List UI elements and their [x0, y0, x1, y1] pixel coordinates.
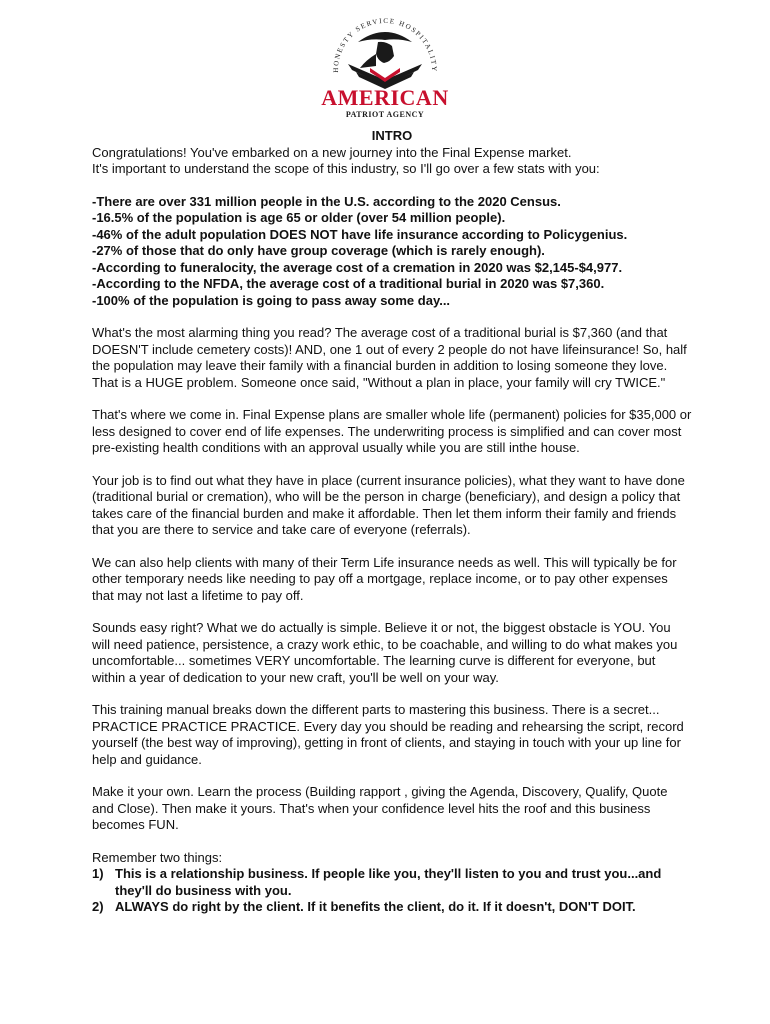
remember-item	[92, 899, 692, 916]
intro-line: It's important to understand the scope of this industry, so I'll go over a few stats with you:	[92, 161, 600, 176]
remember-item-text: This is a relationship business. If people like you, they'll listen to you and trust you...and they'll do business with you.	[115, 866, 662, 898]
body-paragraph: Your job is to find out what they have in place (current insurance policies), what they want to have done (traditional burial or cremation), who will be the person in charge (beneficiary), and design a policy that takes care of the financial burden and make it affordable. Then let them inform their family and friends that you are there to service and take care of everyone (referrals).	[92, 472, 685, 537]
stat-item: -According to funeralocity, the average cost of a cremation in 2020 was $2,145-$4,977.	[92, 259, 623, 275]
stat-item: -27% of those that do only have group coverage (which is rarely enough).	[92, 243, 545, 258]
document-body	[92, 128, 692, 916]
stat-item: -16.5% of the population is age 65 or older (over 54 million people).	[92, 210, 506, 225]
remember-item-text: ALWAYS do right by the client. If it benefits the client, do it. If it doesn't, DON'T DOIT.	[115, 899, 636, 914]
remember-heading: Remember two things:	[92, 849, 223, 865]
stat-item: -There are over 331 million people in the U.S. according to the 2020 Census.	[92, 193, 561, 209]
intro-line: Congratulations! You've embarked on a new journey into the Final Expense market.	[92, 144, 572, 160]
body-paragraph: This training manual breaks down the different parts to mastering this business. There is a secret... PRACTICE PRACTICE PRACTICE. Every day you should be reading and rehearsing the script, record yourself (the best way of improving), getting in front of clients, and staying in touch with your up line for help and guidance.	[92, 702, 684, 767]
logo-arc-text: HONESTY SERVICE HOSPITALITY	[331, 16, 439, 73]
page-title: INTRO	[371, 128, 413, 143]
body-paragraph: Make it your own. Learn the process (Building rapport , giving the Agenda, Discovery, Qualify, Quote and Close). Then make it yours. That's when your confidence level hits the roof and this business becomes FUN.	[92, 784, 668, 832]
agency-logo	[300, 8, 470, 126]
remember-item-number: 1)	[92, 866, 104, 881]
stat-item: -100% of the population is going to pass away some day...	[92, 292, 451, 308]
body-paragraph: That's where we come in. Final Expense plans are smaller whole life (permanent) policies for $35,000 or less designed to cover end of life expenses. The underwriting process is simplified and can cover most pre-existing health conditions with an approval usually while you are still inthe house.	[92, 407, 692, 455]
body-paragraph: What's the most alarming thing you read? The average cost of a traditional burial is $7,360 (and that DOESN'T include cemetery costs)! AND, one 1 out of every 2 people do not have lifeinsurance! So, half the population may leave their family with a financial burden in addition to losing someone they love. That is a HUGE problem. Someone once said, "Without a plan in place, your family will cry TWICE."	[92, 325, 687, 390]
logo-wordmark: AMERICAN	[321, 85, 449, 110]
remember-item	[92, 866, 692, 899]
remember-list	[92, 866, 692, 916]
stat-item: -46% of the adult population DOES NOT have life insurance according to Policygenius.	[92, 226, 628, 242]
stats-list	[92, 194, 692, 310]
stat-item: -According to the NFDA, the average cost of a traditional burial in 2020 was $7,360.	[92, 276, 605, 291]
body-paragraph: We can also help clients with many of their Term Life insurance needs as well. This will typically be for other temporary needs like needing to pay off a mortgage, replace income, or to pay other expenses that may not last a lifetime to pay off.	[92, 554, 677, 603]
remember-item-number: 2)	[92, 899, 104, 914]
logo-subtitle: PATRIOT AGENCY	[345, 110, 425, 119]
body-paragraph: Sounds easy right? What we do actually is simple. Believe it or not, the biggest obstacle is YOU. You will need patience, persistence, a crazy work ethic, to be coachable, and willing to do what makes you uncomfortable... sometimes VERY uncomfortable. The learning curve is different for everyone, but within a year of dedication to your new craft, you'll be well on your way.	[92, 620, 678, 685]
